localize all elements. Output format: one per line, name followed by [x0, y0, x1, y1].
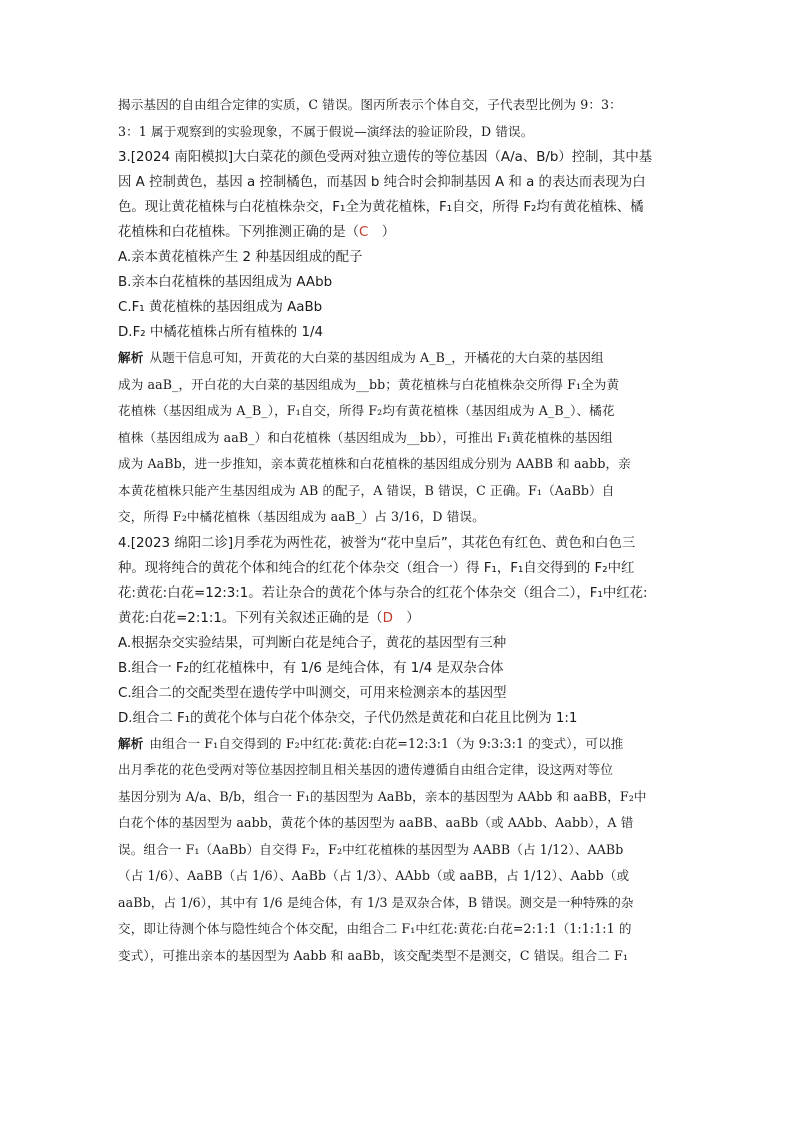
explanation-line: [118, 372, 683, 399]
question-line: [118, 220, 683, 245]
question-line: [118, 681, 683, 706]
explanation-line: [118, 345, 683, 372]
line-text: 黄花:白花=2:1:1。下列有关叙述正确的是（: [118, 610, 383, 626]
line-text: 花植株（基因组成为 A_B_），F₁自交，所得 F₂均有黄花植株（基因组成为 A_B_）、橘花: [118, 403, 615, 418]
document-body: [118, 92, 683, 969]
line-text: 由组合一 F₁自交得到的 F₂中红花:黄花:白花=12:3:1（为 9:3:3:1 的变式），可以推: [149, 735, 624, 751]
explanation-line: [118, 119, 683, 146]
line-text: 种。现将纯合的黄花个体和纯合的红花个体杂交（组合一）得 F₁，F₁自交得到的 F₂中红: [118, 560, 635, 576]
line-text: 花植株和白花植株。下列推测正确的是（: [118, 225, 360, 240]
line-text: aaBb，占 1/6），其中有 1/6 是纯合体，有 1/3 是双杂合体，B 错误。测交是一种特殊的杂: [118, 894, 634, 910]
explanation-line: [118, 837, 683, 864]
explanation-line: [118, 863, 683, 890]
line-text: 交，所得 F₂中橘花植株（基因组成为 aaB_）占 3/16，D 错误。: [118, 509, 485, 524]
question-line: [118, 581, 683, 606]
answer-choice: D: [382, 610, 393, 626]
line-text: 白花个体的基因型为 aabb，黄花个体的基因型为 aaBB、aaBb（或 AAbb、Aabb），A 错: [118, 815, 634, 830]
explanation-line: [118, 784, 683, 811]
analysis-label: 解析: [118, 735, 144, 751]
line-text: 因 A 控制黄色，基因 a 控制橘色，而基因 b 纯合时会抑制基因 A 和 a 的表达而表现为白: [118, 175, 646, 190]
question-line: [118, 170, 683, 195]
question-line: [118, 556, 683, 581]
line-text: C.组合二的交配类型在遗传学中叫测交，可用来检测亲本的基因型: [118, 685, 507, 701]
line-text: 色。现让黄花植株与白花植株杂交，F₁全为黄花植株，F₁自交，所得 F₂均有黄花植株、橘: [118, 200, 644, 215]
line-text: 交，即让待测个体与隐性纯合个体交配，由组合二 F₁中红花:黄花:白花=2:1:1（1:1:1:1 的: [118, 921, 632, 936]
line-text: 4.[2023 绵阳二诊]月季花为两性花，被誉为“花中皇后”，其花色有红色、黄色和白色三: [118, 535, 636, 551]
explanation-line: [118, 731, 683, 758]
question-line: [118, 270, 683, 295]
line-text: A.根据杂交实验结果，可判断白花是纯合子，黄花的基因型有三种: [118, 635, 507, 651]
question-line: [118, 606, 683, 631]
question-line: [118, 531, 683, 556]
line-text: B.亲本白花植株的基因组成为 AAbb: [118, 275, 333, 290]
line-text: 变式），可推出亲本的基因型为 Aabb 和 aaBb，该交配类型不是测交，C 错误。组合二 F₁: [118, 947, 628, 963]
explanation-line: [118, 92, 683, 119]
line-text: 植株（基因组成为 aaB_）和白花植株（基因组成为__bb），可推出 F₁黄花植株的基因组: [118, 429, 613, 445]
question-line: [118, 631, 683, 656]
line-text: 误。组合一 F₁（AaBb）自交得 F₂，F₂中红花植株的基因型为 AABB（占 1/12）、AABb: [118, 841, 624, 857]
explanation-line: [118, 451, 683, 478]
question-line: [118, 295, 683, 320]
question-line: [118, 145, 683, 170]
question-line: [118, 656, 683, 681]
question-line: [118, 706, 683, 731]
line-text: C.F₁ 黄花植株的基因组成为 AaBb: [118, 300, 323, 315]
explanation-line: [118, 757, 683, 784]
closing-paren: ）: [368, 225, 396, 240]
explanation-line: [118, 890, 683, 917]
line-text: D.组合二 F₁的黄花个体与白花个体杂交，子代仍然是黄花和白花且比例为 1:1: [118, 710, 578, 726]
explanation-line: [118, 916, 683, 943]
line-text: （占 1/6）、AaBB（占 1/6）、AaBb（占 1/3）、AAbb（或 aaBB，占 1/12）、Aabb（或: [118, 868, 630, 883]
line-text: 成为 aaB_，开白花的大白菜的基因组成为__bb；黄花植株与白花植株杂交所得 F₁全为黄: [118, 376, 620, 392]
line-text: 基因分别为 A/a、B/b，组合一 F₁的基因型为 AaBb，亲本的基因型为 AAbb 和 aaBB，F₂中: [118, 788, 647, 804]
explanation-line: [118, 398, 683, 425]
line-text: 揭示基因的自由组合定律的实质，C 错误。图丙所表示个体自交，子代表型比例为 9：3：: [118, 97, 622, 112]
explanation-line: [118, 810, 683, 837]
explanation-line: [118, 425, 683, 452]
line-text: 出月季花的花色受两对等位基因控制且相关基因的遗传遵循自由组合定律，设这两对等位: [118, 762, 614, 777]
line-text: 3.[2024 南阳模拟]大白菜花的颜色受两对独立遗传的等位基因（A/a、B/b）控制，其中基: [118, 150, 653, 165]
line-text: 成为 AaBb，进一步推知，亲本黄花植株和白花植株的基因组成分别为 AABB 和 aabb，亲: [118, 456, 631, 471]
analysis-label: 解析: [118, 350, 144, 365]
line-text: 本黄花植株只能产生基因组成为 AB 的配子，A 错误，B 错误，C 正确。F₁（AaBb）自: [118, 482, 615, 498]
explanation-line: [118, 943, 683, 970]
question-line: [118, 320, 683, 345]
explanation-line: [118, 504, 683, 531]
answer-choice: C: [359, 225, 369, 240]
line-text: A.亲本黄花植株产生 2 种基因组成的配子: [118, 250, 363, 265]
question-line: [118, 245, 683, 270]
line-text: 从题干信息可知，开黄花的大白菜的基因组成为 A_B_，开橘花的大白菜的基因组: [149, 350, 604, 365]
line-text: B.组合一 F₂的红花植株中，有 1/6 是纯合体，有 1/4 是双杂合体: [118, 660, 504, 676]
closing-paren: ）: [392, 610, 420, 626]
line-text: 花:黄花:白花=12:3:1。若让杂合的黄花个体与杂合的红花个体杂交（组合二），F₁中红花:: [118, 585, 648, 601]
explanation-line: [118, 478, 683, 505]
line-text: 3：1 属于观察到的实验现象，不属于假说—演绎法的验证阶段，D 错误。: [118, 123, 534, 139]
question-line: [118, 195, 683, 220]
line-text: D.F₂ 中橘花植株占所有植株的 1/4: [118, 325, 323, 340]
